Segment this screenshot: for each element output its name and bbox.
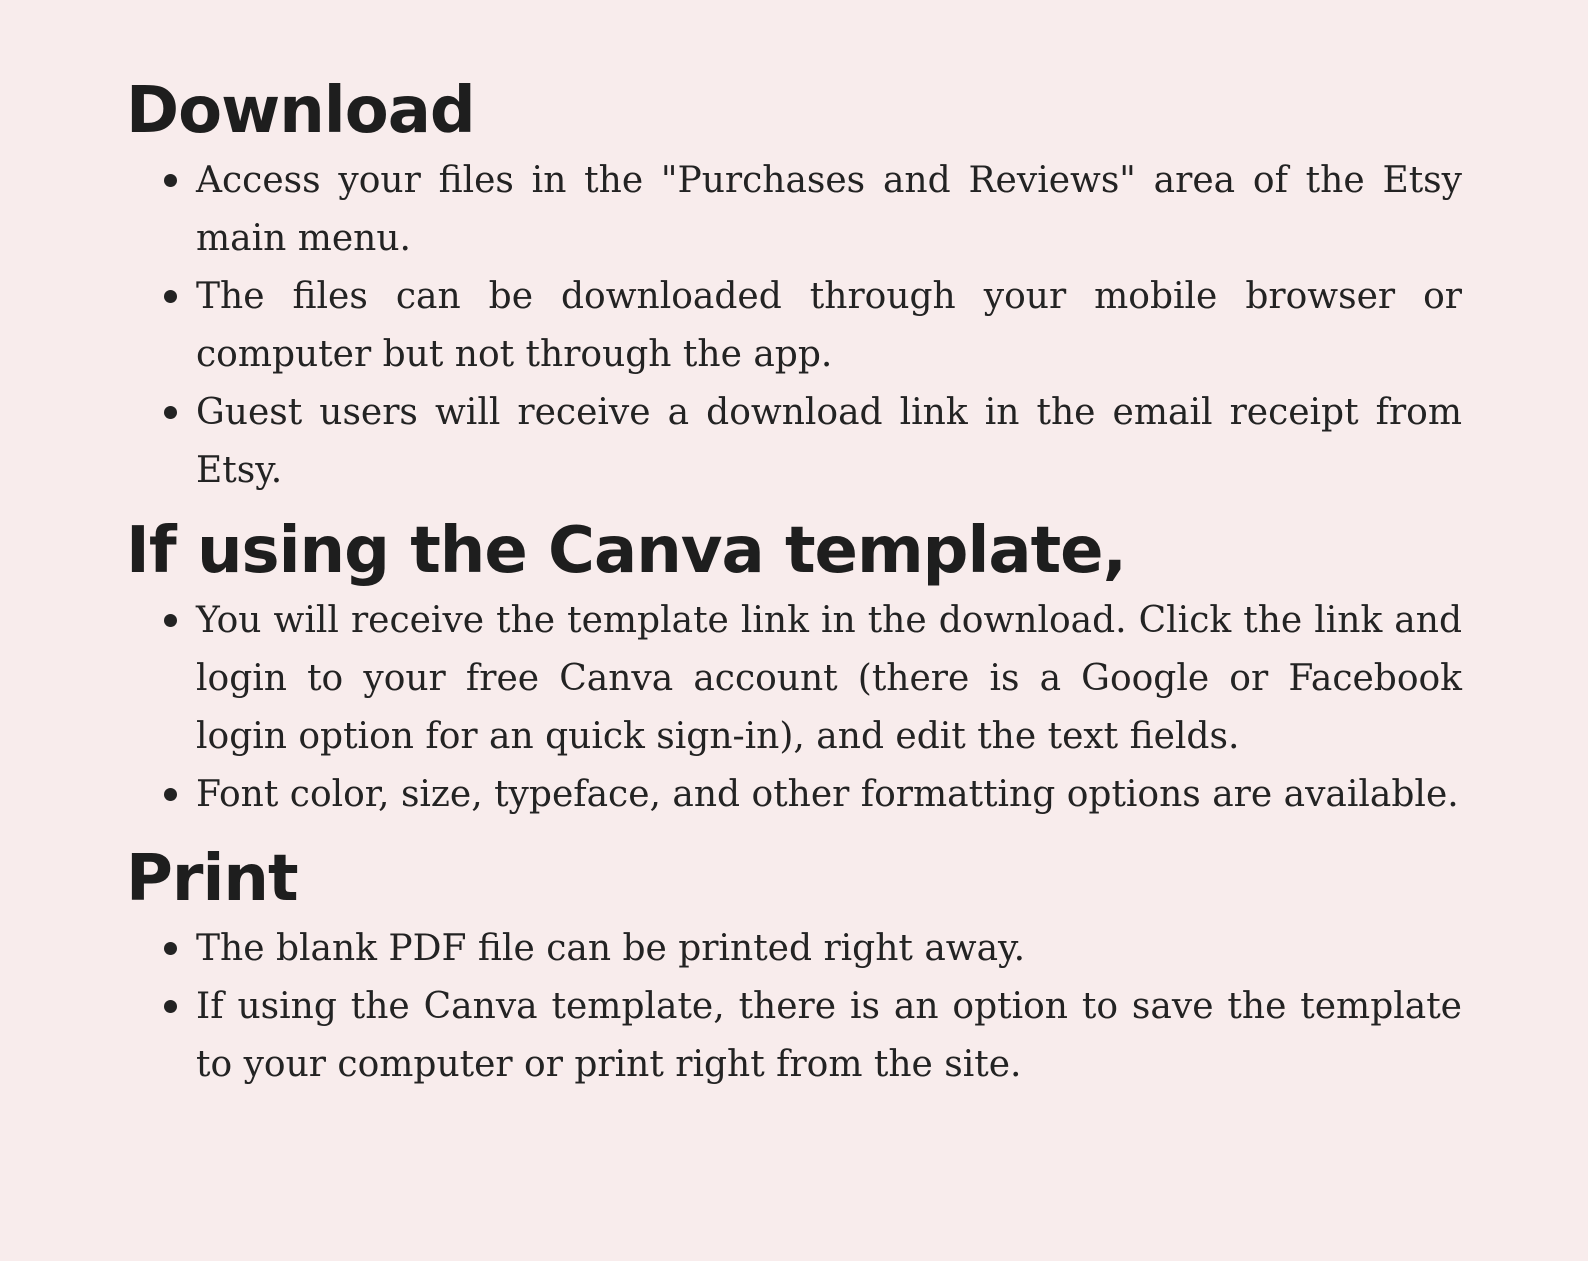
print-list: [126, 920, 1462, 1094]
list-item-text: If using the Canva template, there is an option to save the template to your computer or print right from the site.: [196, 986, 1462, 1085]
list-item-text: You will receive the template link in the download. Click the link and login to your free Canva account (there is a Google or Facebook login option for an quick sign-in), and edit the text fields.: [196, 600, 1462, 757]
print-heading: Print: [126, 842, 298, 916]
canva-section: [126, 510, 1462, 824]
list-item: [126, 384, 1462, 500]
bullet-icon: [164, 788, 177, 801]
list-item-text: The files can be downloaded through your mobile browser or computer but not through the app.: [196, 276, 1462, 375]
bullet-icon: [164, 942, 177, 955]
list-item: [126, 268, 1462, 384]
canva-list: [126, 592, 1462, 824]
list-item-text: Access your files in the "Purchases and Reviews" area of the Etsy main menu.: [196, 160, 1462, 259]
list-item: [126, 920, 1462, 978]
download-heading: Download: [126, 74, 475, 148]
bullet-icon: [164, 174, 177, 187]
bullet-icon: [164, 1000, 177, 1013]
print-section: [126, 838, 1462, 1094]
bullet-icon: [164, 290, 177, 303]
list-item-text: Guest users will receive a download link in the email receipt from Etsy.: [196, 392, 1462, 491]
list-item: [126, 592, 1462, 766]
bullet-icon: [164, 406, 177, 419]
list-item: [126, 152, 1462, 268]
list-item-text: Font color, size, typeface, and other formatting options are available.: [196, 774, 1459, 815]
canva-heading: If using the Canva template,: [126, 514, 1126, 588]
bullet-icon: [164, 614, 177, 627]
instructions-page: [126, 70, 1462, 1094]
download-list: [126, 152, 1462, 500]
list-item: [126, 978, 1462, 1094]
list-item: [126, 766, 1462, 824]
list-item-text: The blank PDF file can be printed right away.: [196, 928, 1026, 969]
download-section: [126, 70, 1462, 500]
